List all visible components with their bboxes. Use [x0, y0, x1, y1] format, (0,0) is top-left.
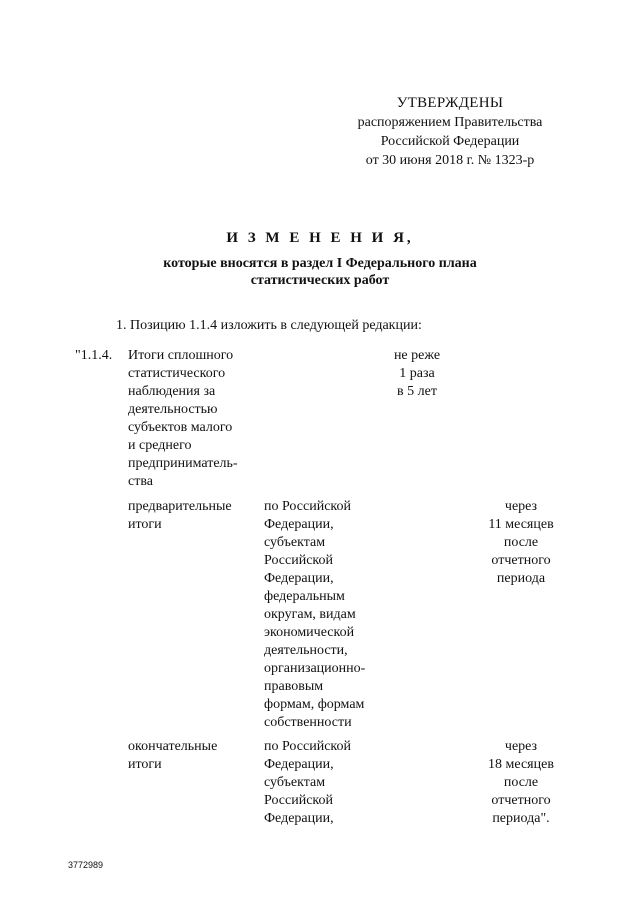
subtitle-line-2: статистических работ — [250, 273, 390, 288]
intro-paragraph: 1. Позицию 1.1.4 изложить в следующей редакции: — [116, 318, 422, 333]
row-final-term — [476, 738, 566, 828]
level-line: округам, видам — [264, 607, 356, 622]
level-line: Федерации, — [264, 757, 334, 772]
term-line: 11 месяцев — [488, 517, 554, 532]
row-preliminary-term — [476, 498, 566, 588]
level-line: субъектам — [264, 535, 326, 550]
level-line: собственности — [264, 715, 352, 730]
position-name-line: деятельностью — [128, 402, 218, 417]
term-line: после — [503, 775, 539, 790]
type-line: окончательные — [128, 739, 218, 754]
approval-block — [330, 94, 570, 170]
level-line: по Российской — [264, 499, 351, 514]
level-line: федеральным — [264, 589, 345, 604]
subtitle-line-1: которые вносятся в раздел I Федерального плана — [163, 256, 477, 271]
document-title: И З М Е Н Е Н И Я, — [226, 230, 414, 246]
level-line: по Российской — [264, 739, 351, 754]
approval-line-1: распоряжением Правительства — [357, 115, 543, 130]
position-name — [128, 347, 238, 491]
level-line: деятельности, — [264, 643, 348, 658]
frequency-line: 1 раза — [399, 366, 435, 381]
level-line: субъектам — [264, 775, 326, 790]
level-line: Федерации, — [264, 571, 334, 586]
row-final-type — [128, 738, 217, 774]
term-line: 18 месяцев — [488, 757, 554, 772]
term-line: отчетного — [491, 553, 551, 568]
term-line: через — [504, 739, 538, 754]
term-line: периода". — [492, 811, 550, 826]
position-name-line: наблюдения за — [128, 384, 216, 399]
type-line: итоги — [128, 757, 162, 772]
frequency-line: не реже — [393, 348, 441, 363]
frequency-line: в 5 лет — [397, 384, 437, 399]
term-line: отчетного — [491, 793, 551, 808]
position-name-line: ства — [128, 474, 153, 489]
approval-line-2: Российской Федерации — [380, 134, 520, 149]
row-final-level — [264, 738, 351, 828]
level-line: экономической — [264, 625, 355, 640]
position-frequency — [382, 347, 452, 401]
type-line: предварительные — [128, 499, 232, 514]
position-name-line: статистического — [128, 366, 226, 381]
level-line: правовым — [264, 679, 324, 694]
document-subtitle — [120, 255, 520, 289]
type-line: итоги — [128, 517, 162, 532]
position-name-line: и среднего — [128, 438, 192, 453]
level-line: Федерации, — [264, 811, 334, 826]
level-line: формам, формам — [264, 697, 365, 712]
level-line: Российской — [264, 793, 333, 808]
term-line: периода — [496, 571, 546, 586]
position-name-line: Итоги сплошного — [128, 348, 234, 363]
level-line: Федерации, — [264, 517, 334, 532]
position-name-line: предприниматель- — [128, 456, 238, 471]
level-line: Российской — [264, 553, 333, 568]
row-preliminary-type — [128, 498, 232, 534]
term-line: после — [503, 535, 539, 550]
level-line: организационно- — [264, 661, 366, 676]
row-preliminary-level — [264, 498, 365, 732]
term-line: через — [504, 499, 538, 514]
position-number: "1.1.4. — [75, 348, 113, 363]
position-name-line: субъектов малого — [128, 420, 233, 435]
approval-heading: УТВЕРЖДЕНЫ — [396, 95, 504, 111]
document-code: 3772989 — [68, 860, 104, 870]
approval-line-3: от 30 июня 2018 г. № 1323-р — [365, 153, 535, 168]
